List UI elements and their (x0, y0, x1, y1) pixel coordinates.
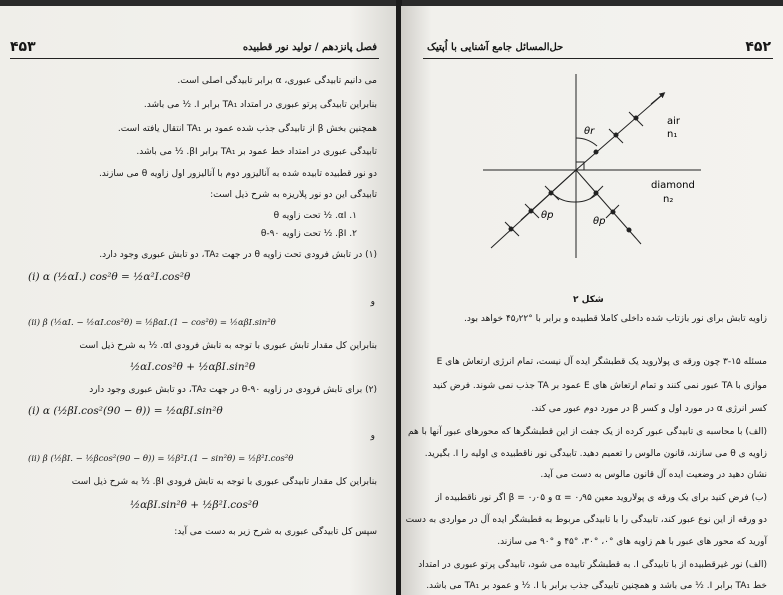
text-line: تابیدگی این دو نور پلاریزه به شرح ذیل است: (210, 190, 377, 200)
page-header-right: حل‌المسائل جامع آشنایی با اُپتیک (427, 42, 564, 53)
text-line: بنابراین کل مقدار تابیدگی عبوری با توجه به تابش فرودی βI. ½ به شرح ذیل است (71, 477, 377, 487)
page-number-right: ۴۵۲ (745, 39, 771, 55)
text-line: بنابراین تابیدگی پرتو عبوری در امتداد TA₁ برابر I. ½ می باشد. (143, 100, 377, 110)
label-n2: n₂ (663, 194, 674, 205)
text-line: بنابراین کل مقدار تابش عبوری با توجه به تابش فرودی αI. ½ به شرح ذیل است (79, 341, 377, 351)
equation: (ii) β (½αI. − ½αI.cos²θ) = ½βαI.(1 − cos²θ) = ½αβI.sin²θ (28, 318, 276, 328)
page-header-left: فصل پانزدهم / تولید نور قطبیده (242, 42, 377, 53)
refraction-figure (401, 62, 783, 292)
problem-line: موازی با TA عبور نمی کنند و تمام ارتعاش های E عمود بر TA جذب نمی شوند. فرض کنید (432, 381, 767, 391)
label-air: air (667, 116, 681, 127)
label-theta-p1: θp (541, 210, 554, 221)
list-item: ۱. αI. ½ تحت زاویه θ (273, 211, 357, 221)
problem-line: نشان دهید در وضعیت ایده آل قانون مالوس به دست می آید. (540, 470, 767, 480)
text-line: زاویه تابش برای نور بازتاب شده داخلی کاملا قطبیده و برابر با °۴۵٫۲۲ خواهد بود. (464, 314, 767, 324)
header-rule-left (10, 58, 379, 59)
text-line: دو نور قطبیده تابیده شده به آنالیزور دوم با آنالیزور اول زاویه θ می سازند. (98, 169, 377, 179)
problem-line: آورید که محور های عبور با هم زاویه های °۰، °۳۰، °۴۵ و °۹۰ می سازند. (497, 537, 767, 547)
text-line: (۲) برای تابش فرودی در زاویه ۹۰-θ در جهت TA₂، دو تابش عبوری وجود دارد (89, 385, 377, 395)
equation: (i) α (½αI.) cos²θ = ½α²I.cos²θ (28, 271, 191, 283)
text-line: (۱) در تابش فرودی تحت زاویه θ در جهت TA₂، دو تابش عبوری وجود دارد. (99, 250, 377, 260)
list-item: ۲. βI. ½ تحت زاویه ۹۰-θ (260, 229, 357, 239)
problem-line: (الف) با محاسبه ی تابیدگی عبور کرده از یک جفت از این قطبشگرها که محورهای عبور آنها با هم (407, 427, 767, 437)
figure-caption: شکل ۲ (573, 295, 604, 305)
label-theta-r: θr (584, 126, 595, 137)
problem-line: مسئله ۱۵-۳ چون ورقه ی پولاروید یک قطبشگر ایده آل نیست، تمام انرژی ارتعاش های E (436, 357, 767, 367)
label-theta-p2: θp (593, 216, 606, 227)
problem-line: (ب) فرض کنید برای یک ورقه ی پولاروید معین α = ۰٫۹۵ و β = ۰٫۰۵ اگر نور ناقطبیده از (435, 493, 767, 503)
text-line: می دانیم تابیدگی عبوری، α برابر تابیدگی اصلی است. (177, 76, 377, 86)
problem-line: خط TA₁ برابر I. ½ می باشد و همچنین تابیدگی جذب برابر با I. ½ و عمود بر TA₁ می باشد. (426, 581, 767, 591)
angle-arc (576, 138, 597, 146)
problem-line: دو ورقه از این نوع عبور کند، تابیدگی را با تابیدگی مربوط به قطبشگر ایده آل در مواردی به دست (405, 515, 767, 525)
equation: (i) α (½βI.cos²(90 − θ)) = ½αβI.sin²θ (28, 405, 223, 417)
text-line: تابیدگی عبوری در امتداد خط عمود بر TA₁ برابر βI. ½ می باشد. (136, 147, 377, 157)
right-page (401, 6, 783, 595)
problem-line: (الف) نور غیرقطبیده از با تابیدگی I. به قطبشگر تابیده می شود، تابیدگی پرتو عبوری در امتداد (418, 560, 767, 570)
conjunction: و (370, 431, 375, 441)
text-line: سپس کل تابیدگی عبوری به شرح زیر به دست می آید: (174, 527, 377, 537)
label-n1: n₁ (667, 129, 678, 140)
equation: (ii) β (½βI. − ½βcos²(90 − θ)) = ½β²I.(1 − sin²θ) = ½β²I.cos²θ (28, 454, 294, 464)
header-rule-right (423, 58, 773, 59)
text-line: همچنین بخش β از تابیدگی جذب شده عمود بر TA₁ انتقال یافته است. (117, 124, 377, 134)
equation: ½αβI.sin²θ + ½β²I.cos²θ (130, 499, 259, 511)
page-number-left: ۴۵۳ (10, 39, 36, 55)
problem-line: کسر انرژی α در مورد اول و کسر β در مورد دوم عبور می کند. (531, 404, 767, 414)
problem-line: زاویه ی θ می سازند، قانون مالوس را تعمیم دهید. تابیدگی نور ناقطبیده ی اولیه را I. بگیرید. (424, 449, 767, 459)
label-diamond: diamond (651, 180, 695, 191)
equation: ½αI.cos²θ + ½αβI.sin²θ (130, 361, 256, 373)
transmitted-ray (576, 170, 641, 244)
conjunction: و (370, 297, 375, 307)
left-page (0, 6, 397, 595)
